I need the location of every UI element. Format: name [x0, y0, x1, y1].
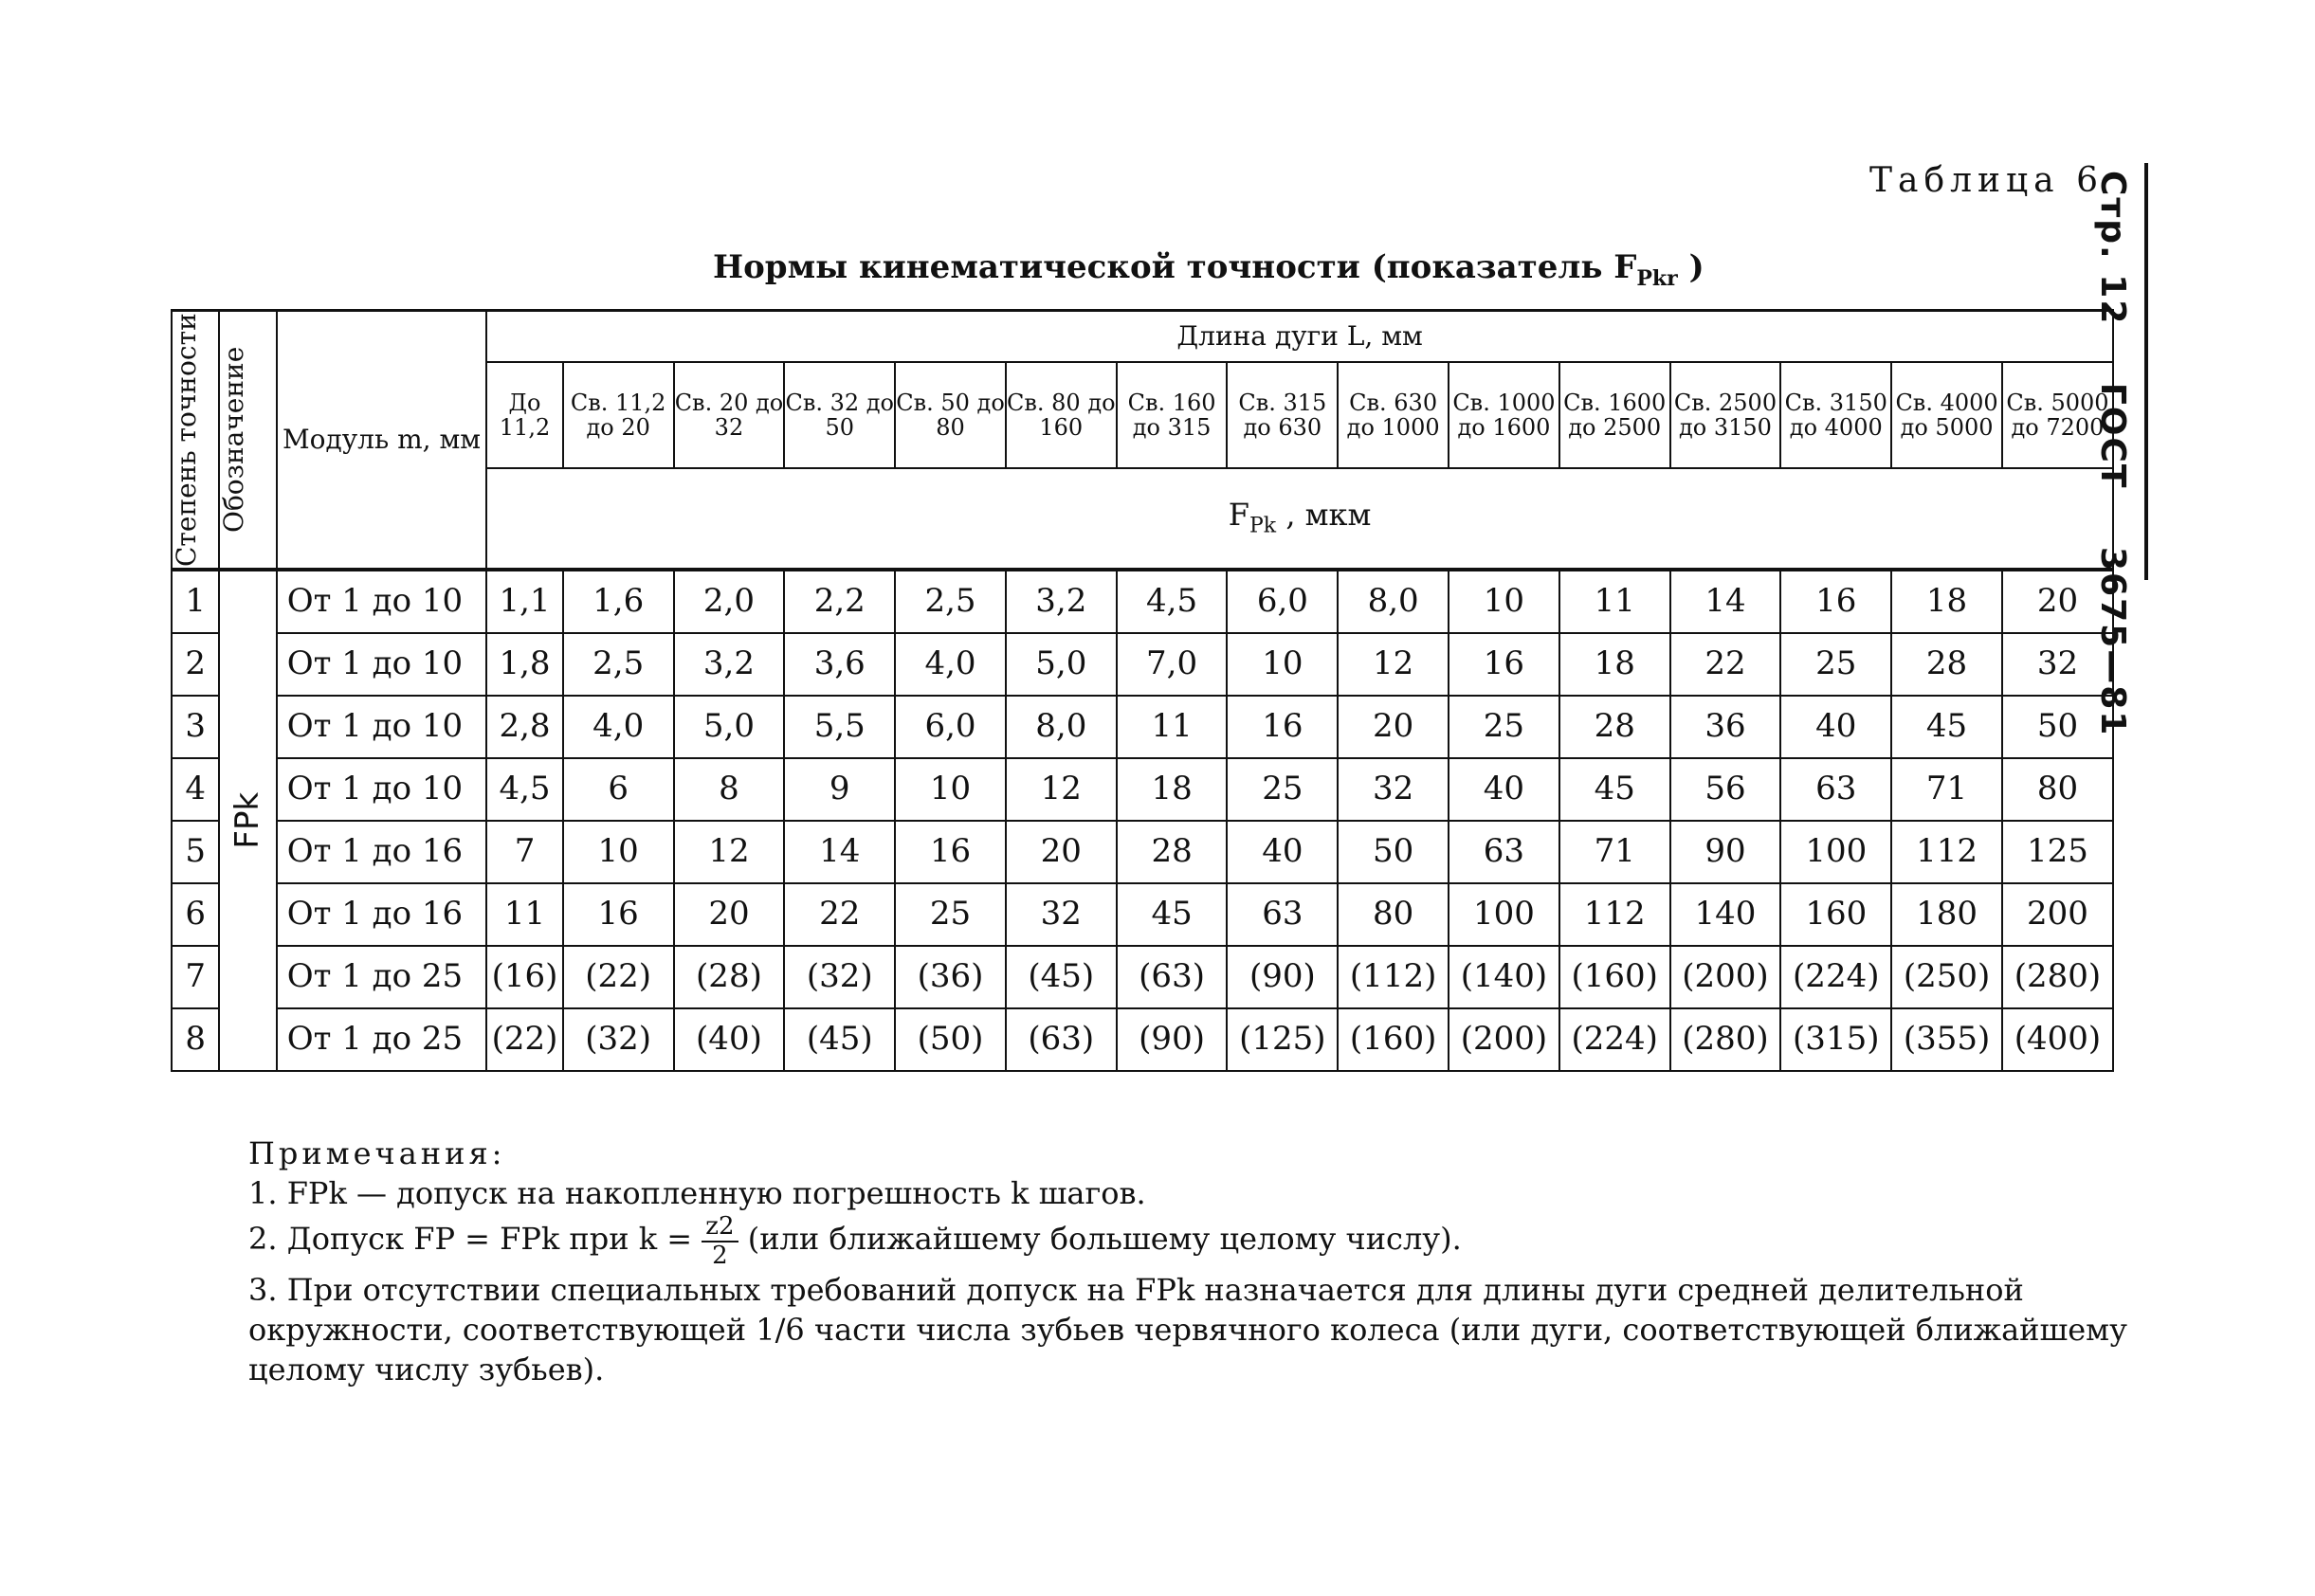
unit-main: F	[1228, 497, 1249, 534]
module-cell: От 1 до 10	[277, 570, 487, 633]
value-cell: 32	[1006, 883, 1117, 946]
value-cell: 2,5	[895, 570, 1006, 633]
value-cell: 11	[486, 883, 563, 946]
header-range: Св. 4000 до 5000	[1891, 362, 2002, 468]
grade-cell: 7	[172, 946, 219, 1008]
value-cell: 1,1	[486, 570, 563, 633]
value-cell: 3,6	[784, 633, 895, 696]
value-cell: 100	[1780, 821, 1891, 883]
header-grade: Степень точности	[171, 313, 202, 567]
table-row	[172, 758, 2113, 821]
value-cell: 71	[1559, 821, 1670, 883]
designation-symbol: FPk	[228, 792, 267, 849]
value-cell: 45	[1117, 883, 1228, 946]
value-cell: 63	[1780, 758, 1891, 821]
value-cell: 6	[563, 758, 674, 821]
value-cell: 36	[1670, 696, 1781, 758]
value-cell: 20	[1338, 696, 1449, 758]
table-row	[172, 821, 2113, 883]
tolerance-table	[171, 309, 2114, 1072]
value-cell: 16	[1449, 633, 1559, 696]
module-cell: От 1 до 10	[277, 758, 487, 821]
note-2	[248, 1213, 2135, 1269]
unit-sub: Pk	[1249, 514, 1277, 538]
side-rule	[2144, 163, 2148, 580]
value-cell: 5,5	[784, 696, 895, 758]
header-grade-cell	[172, 311, 219, 571]
value-cell: (63)	[1006, 1008, 1117, 1071]
value-cell: 160	[1780, 883, 1891, 946]
value-cell: 45	[1891, 696, 2002, 758]
header-range: Св. 160 до 315	[1117, 362, 1228, 468]
note-3: 3. При отсутствии специальных требований допуск на FPk назначается для длины дуги средней делительной окружности, соответствующей 1/6 части числа зубьев червячного колеса (или дуги, соответствующей ближайшему целому числу зубьев).	[248, 1271, 2127, 1388]
value-cell: 63	[1449, 821, 1559, 883]
value-cell: (224)	[1780, 946, 1891, 1008]
fraction-numerator: z2	[702, 1213, 738, 1242]
value-cell: 20	[1006, 821, 1117, 883]
value-cell: 1,6	[563, 570, 674, 633]
value-cell: (160)	[1559, 946, 1670, 1008]
table-row	[172, 633, 2113, 696]
value-cell: 14	[1670, 570, 1781, 633]
value-cell: 180	[1891, 883, 2002, 946]
value-cell: (315)	[1780, 1008, 1891, 1071]
header-range: Св. 20 до 32	[674, 362, 785, 468]
value-cell: (36)	[895, 946, 1006, 1008]
value-cell: 6,0	[1227, 570, 1338, 633]
value-cell: 10	[563, 821, 674, 883]
value-cell: 25	[1449, 696, 1559, 758]
header-range: Св. 3150 до 4000	[1780, 362, 1891, 468]
value-cell: (90)	[1227, 946, 1338, 1008]
table-label: Таблица 6	[1869, 161, 2104, 200]
grade-cell: 1	[172, 570, 219, 633]
value-cell: 2,2	[784, 570, 895, 633]
value-cell: 18	[1559, 633, 1670, 696]
value-cell: 140	[1670, 883, 1781, 946]
fraction-denominator: 2	[712, 1242, 728, 1271]
caption-close: )	[1688, 248, 1704, 286]
table-row	[172, 946, 2113, 1008]
notes	[248, 1134, 2135, 1389]
value-cell: 112	[1891, 821, 2002, 883]
value-cell: (16)	[486, 946, 563, 1008]
module-cell: От 1 до 10	[277, 633, 487, 696]
value-cell: 50	[2002, 696, 2113, 758]
value-cell: 8,0	[1338, 570, 1449, 633]
grade-cell: 5	[172, 821, 219, 883]
value-cell: (28)	[674, 946, 785, 1008]
value-cell: (280)	[1670, 1008, 1781, 1071]
value-cell: 28	[1559, 696, 1670, 758]
module-cell: От 1 до 25	[277, 946, 487, 1008]
header-unit	[486, 468, 2113, 570]
header-range: Св. 80 до 160	[1006, 362, 1117, 468]
value-cell: 71	[1891, 758, 2002, 821]
value-cell: (112)	[1338, 946, 1449, 1008]
value-cell: 50	[1338, 821, 1449, 883]
page-number: Стр. 12	[2093, 171, 2132, 326]
table-row	[172, 883, 2113, 946]
value-cell: 7	[486, 821, 563, 883]
caption-text: Нормы кинематической точности (показатель F	[713, 248, 1637, 286]
notes-title: Примечания:	[248, 1135, 506, 1171]
header-range: Св. 315 до 630	[1227, 362, 1338, 468]
table-caption	[713, 248, 1704, 291]
value-cell: 80	[2002, 758, 2113, 821]
value-cell: (50)	[895, 1008, 1006, 1071]
value-cell: 22	[784, 883, 895, 946]
value-cell: (400)	[2002, 1008, 2113, 1071]
header-range: Св. 1000 до 1600	[1449, 362, 1559, 468]
note-1: 1. FPk — допуск на накопленную погрешность k шагов.	[248, 1175, 1146, 1212]
header-range: Св. 11,2 до 20	[563, 362, 674, 468]
module-cell: От 1 до 16	[277, 883, 487, 946]
module-cell: От 1 до 25	[277, 1008, 487, 1071]
value-cell: 3,2	[674, 633, 785, 696]
value-cell: 14	[784, 821, 895, 883]
value-cell: 22	[1670, 633, 1781, 696]
value-cell: (224)	[1559, 1008, 1670, 1071]
designation-cell	[219, 570, 276, 1071]
value-cell: 12	[674, 821, 785, 883]
value-cell: 32	[2002, 633, 2113, 696]
value-cell: (200)	[1449, 1008, 1559, 1071]
value-cell: 32	[1338, 758, 1449, 821]
value-cell: 11	[1117, 696, 1228, 758]
header-arc-length: Длина дуги L, мм	[486, 311, 2113, 363]
note-2-tail: (или ближайшему большему целому числу).	[747, 1221, 1462, 1258]
value-cell: 200	[2002, 883, 2113, 946]
value-cell: 9	[784, 758, 895, 821]
value-cell: (125)	[1227, 1008, 1338, 1071]
table-row	[172, 1008, 2113, 1071]
value-cell: 5,0	[674, 696, 785, 758]
value-cell: 18	[1891, 570, 2002, 633]
value-cell: (63)	[1117, 946, 1228, 1008]
value-cell: 8	[674, 758, 785, 821]
value-cell: (45)	[1006, 946, 1117, 1008]
grade-cell: 4	[172, 758, 219, 821]
value-cell: 10	[1449, 570, 1559, 633]
value-cell: 16	[1227, 696, 1338, 758]
grade-cell: 8	[172, 1008, 219, 1071]
value-cell: 5,0	[1006, 633, 1117, 696]
value-cell: 25	[895, 883, 1006, 946]
value-cell: 7,0	[1117, 633, 1228, 696]
value-cell: 11	[1559, 570, 1670, 633]
value-cell: 40	[1449, 758, 1559, 821]
grade-cell: 3	[172, 696, 219, 758]
value-cell: (160)	[1338, 1008, 1449, 1071]
value-cell: 63	[1227, 883, 1338, 946]
value-cell: 25	[1780, 633, 1891, 696]
value-cell: (40)	[674, 1008, 785, 1071]
value-cell: 4,5	[1117, 570, 1228, 633]
value-cell: (90)	[1117, 1008, 1228, 1071]
header-range: Св. 1600 до 2500	[1559, 362, 1670, 468]
value-cell: (32)	[563, 1008, 674, 1071]
header-module: Модуль m, мм	[277, 311, 487, 571]
note-2-fraction	[702, 1213, 738, 1269]
header-range: До 11,2	[486, 362, 563, 468]
value-cell: (32)	[784, 946, 895, 1008]
table-row	[172, 696, 2113, 758]
value-cell: (250)	[1891, 946, 2002, 1008]
value-cell: 18	[1117, 758, 1228, 821]
standard-name: ГОСТ	[2093, 382, 2132, 490]
value-cell: 20	[674, 883, 785, 946]
header-range: Св. 5000 до 7200	[2002, 362, 2113, 468]
grade-cell: 2	[172, 633, 219, 696]
value-cell: (22)	[486, 1008, 563, 1071]
value-cell: 90	[1670, 821, 1781, 883]
grade-cell: 6	[172, 883, 219, 946]
value-cell: (22)	[563, 946, 674, 1008]
value-cell: 4,5	[486, 758, 563, 821]
table-body	[172, 570, 2113, 1071]
value-cell: (140)	[1449, 946, 1559, 1008]
value-cell: 112	[1559, 883, 1670, 946]
value-cell: 45	[1559, 758, 1670, 821]
value-cell: 2,8	[486, 696, 563, 758]
caption-sub: Pkr	[1636, 265, 1678, 291]
value-cell: 8,0	[1006, 696, 1117, 758]
header-range: Св. 2500 до 3150	[1670, 362, 1781, 468]
value-cell: 25	[1227, 758, 1338, 821]
header-designation-cell	[219, 311, 276, 571]
table-row	[172, 570, 2113, 633]
value-cell: 1,8	[486, 633, 563, 696]
value-cell: (45)	[784, 1008, 895, 1071]
value-cell: 56	[1670, 758, 1781, 821]
value-cell: 40	[1780, 696, 1891, 758]
value-cell: 12	[1338, 633, 1449, 696]
value-cell: 40	[1227, 821, 1338, 883]
value-cell: 16	[1780, 570, 1891, 633]
value-cell: 2,0	[674, 570, 785, 633]
value-cell: 4,0	[895, 633, 1006, 696]
module-cell: От 1 до 16	[277, 821, 487, 883]
standard-number: 3675—81	[2093, 547, 2132, 737]
value-cell: 125	[2002, 821, 2113, 883]
value-cell: 10	[895, 758, 1006, 821]
header-designation: Обозначение	[218, 346, 250, 534]
unit-tail: , мкм	[1285, 497, 1372, 534]
value-cell: (200)	[1670, 946, 1781, 1008]
value-cell: 28	[1117, 821, 1228, 883]
value-cell: 6,0	[895, 696, 1006, 758]
header-range: Св. 32 до 50	[784, 362, 895, 468]
value-cell: 10	[1227, 633, 1338, 696]
value-cell: (355)	[1891, 1008, 2002, 1071]
header-range: Св. 50 до 80	[895, 362, 1006, 468]
value-cell: 4,0	[563, 696, 674, 758]
value-cell: 20	[2002, 570, 2113, 633]
value-cell: 28	[1891, 633, 2002, 696]
value-cell: 80	[1338, 883, 1449, 946]
value-cell: 2,5	[563, 633, 674, 696]
value-cell: 16	[895, 821, 1006, 883]
note-2-text: 2. Допуск FP = FPk при k =	[248, 1221, 693, 1258]
value-cell: 3,2	[1006, 570, 1117, 633]
value-cell: (280)	[2002, 946, 2113, 1008]
value-cell: 12	[1006, 758, 1117, 821]
module-cell: От 1 до 10	[277, 696, 487, 758]
header-range: Св. 630 до 1000	[1338, 362, 1449, 468]
value-cell: 100	[1449, 883, 1559, 946]
value-cell: 16	[563, 883, 674, 946]
